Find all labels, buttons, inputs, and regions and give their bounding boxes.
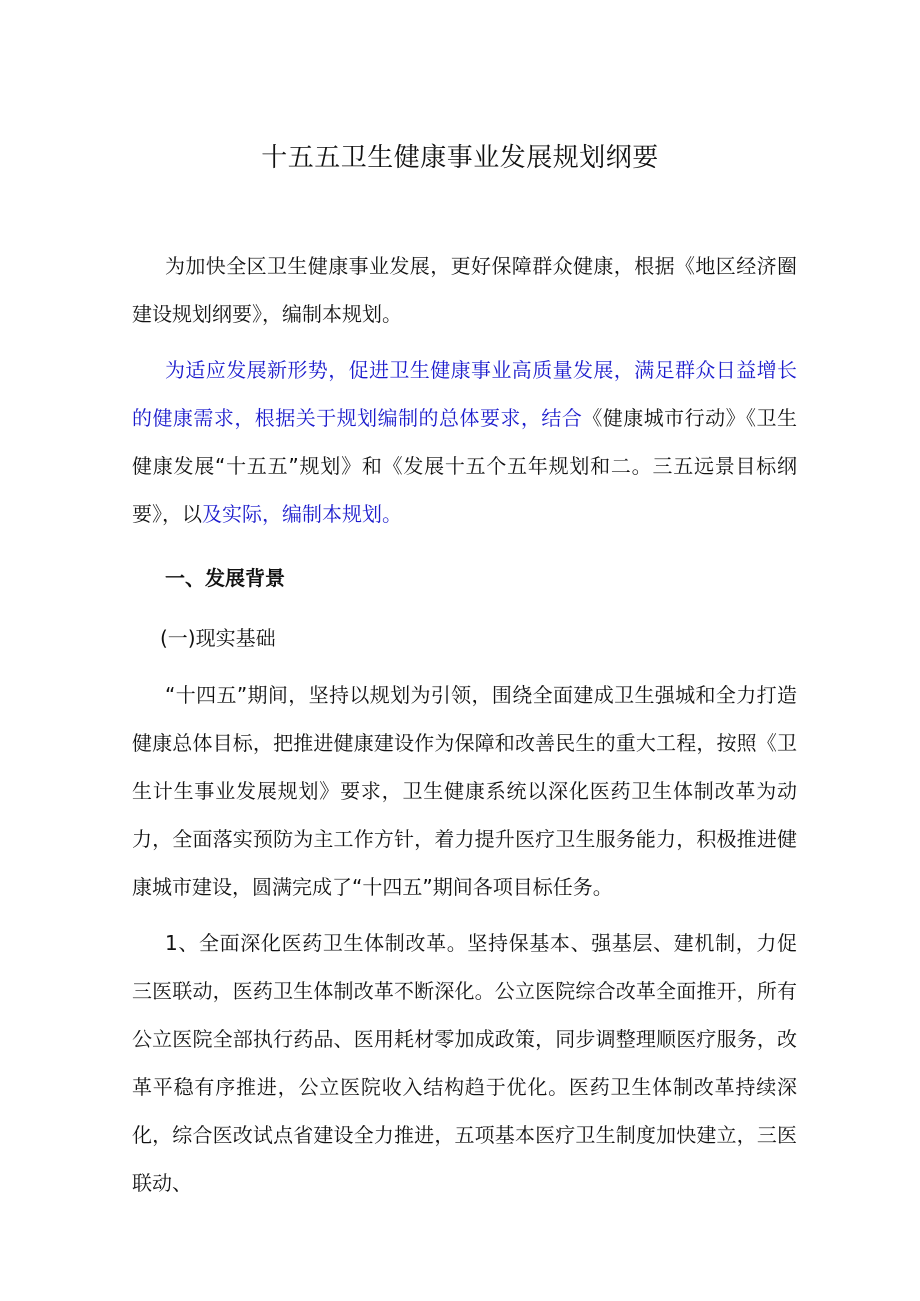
section-heading-background: 一、发展背景	[165, 566, 285, 590]
intro-paragraph: 为加快全区卫生健康事业发展，更好保障群众健康，根据《地区经济圈建设规划纲要》，编制本规划。	[132, 254, 797, 326]
purpose-paragraph	[132, 346, 797, 538]
reform-paragraph: 1、全面深化医药卫生体制改革。坚持保基本、强基层、建机制，力促三医联动，医药卫生体制改革不断深化。公立医院综合改革全面推开，所有公立医院全部执行药品、医用耗材零加成政策，同步调整理顺医疗服务，改革平稳有序推进，公立医院收入结构趋于优化。医药卫生体制改革持续深化，综合医改试点省建设全力推进，五项基本医疗卫生制度加快建立，三医联动、	[132, 931, 797, 1195]
purpose-text-black: 《健康城市行动》《卫生健康发展“十五五”规划》和《发展十五个五年规划和二。三五远景目标纲要》，以	[132, 406, 797, 526]
purpose-text-blue-1: 为适应发展新形势，促进卫生健康事业高质量发展，满足群众日益增长的健康需求，根据关于规划编制的总体要求，结合	[132, 358, 797, 430]
document-title: 十五五卫生健康事业发展规划纲要	[261, 143, 659, 173]
subsection-heading-foundation: (一)现实基础	[160, 626, 276, 650]
purpose-text-blue-2: 及实际，编制本规划。	[202, 502, 402, 526]
background-paragraph: “十四五”期间，坚持以规划为引领，围绕全面建成卫生强城和全力打造健康总体目标，把推进健康建设作为保障和改善民生的重大工程，按照《卫生计生事业发展规划》要求，卫生健康系统以深化医药卫生体制改革为动力，全面落实预防为主工作方针，着力提升医疗卫生服务能力，积极推进健康城市建设，圆满完成了“十四五”期间各项目标任务。	[132, 683, 797, 899]
